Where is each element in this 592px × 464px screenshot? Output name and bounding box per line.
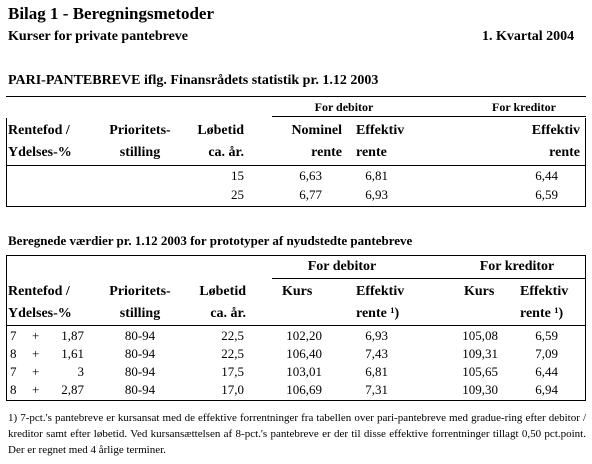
proto-left-border (6, 255, 7, 400)
proto-col-kurs-kreditor: Kurs (464, 284, 495, 299)
proto-col-prioritet: Prioritets- stilling (109, 284, 171, 321)
proto-group-debitor: For debitor (307, 259, 377, 274)
pari-eff-debitor-cell: 6,93 (365, 187, 388, 202)
proto-plus-cell: + (32, 346, 40, 361)
proto-prio-cell: 80-94 (124, 346, 156, 361)
proto-heading: Beregnede værdier pr. 1.12 2003 for prototyper af nyudstedte pantebreve (8, 233, 413, 248)
proto-ydelse-cell: 1,61 (61, 346, 84, 361)
proto-eff-debitor-cell: 7,31 (365, 382, 388, 397)
proto-col-rentefod: Rentefod / Ydelses-% (8, 284, 72, 321)
proto-col-eff-kreditor: Effektiv rente ¹) (520, 284, 569, 321)
pari-left-border (6, 118, 7, 206)
proto-bottom-rule (6, 400, 586, 401)
proto-prio-cell: 80-94 (124, 364, 156, 379)
proto-lobetid-cell: 17,0 (221, 382, 244, 397)
pari-group-rule (272, 116, 586, 117)
pari-col-rentefod: Rentefod / Ydelses-% (8, 123, 72, 160)
pari-bottom-rule (6, 206, 586, 207)
proto-group-kreditor: For kreditor (479, 259, 555, 274)
proto-rente-cell: 8 (10, 346, 17, 361)
proto-rente-cell: 8 (10, 382, 17, 397)
proto-eff-debitor-cell: 7,43 (365, 346, 388, 361)
proto-eff-kreditor-cell: 7,09 (535, 346, 558, 361)
pari-lobetid-cell: 15 (231, 168, 244, 183)
proto-ydelse-cell: 3 (77, 364, 84, 379)
proto-rente-cell: 7 (10, 364, 17, 379)
pari-eff-kreditor-cell: 6,59 (535, 187, 558, 202)
proto-eff-debitor-cell: 6,93 (365, 328, 388, 343)
proto-right-border (585, 255, 586, 400)
proto-plus-cell: + (32, 382, 40, 397)
quarter-label: 1. Kvartal 2004 (482, 29, 575, 44)
proto-lobetid-cell: 22,5 (221, 328, 244, 343)
proto-group-rule (272, 278, 586, 279)
pari-col-prioritet: Prioritets- stilling (109, 123, 171, 160)
proto-rente-cell: 7 (10, 328, 17, 343)
page-title: Bilag 1 - Beregningsmetoder (8, 4, 215, 23)
pari-heading: PARI-PANTEBREVE iflg. Finansrådets statistik pr. 1.12 2003 (8, 73, 379, 88)
proto-lobetid-cell: 22,5 (221, 346, 244, 361)
proto-col-lobetid: Løbetid ca. år. (199, 284, 246, 321)
proto-rule-top (6, 255, 586, 256)
proto-kurs-kreditor-cell: 109,31 (462, 346, 498, 361)
proto-eff-kreditor-cell: 6,94 (535, 382, 558, 397)
proto-kurs-kreditor-cell: 105,08 (462, 328, 498, 343)
proto-lobetid-cell: 17,5 (221, 364, 244, 379)
pari-col-lobetid: Løbetid ca. år. (197, 123, 244, 160)
pari-col-eff-kreditor: Effektiv rente (531, 123, 580, 160)
pari-right-border (585, 118, 586, 206)
pari-col-eff-debitor: Effektiv rente (356, 123, 405, 160)
proto-prio-cell: 80-94 (124, 328, 156, 343)
proto-kurs-kreditor-cell: 109,30 (462, 382, 498, 397)
proto-kurs-debitor-cell: 106,69 (286, 382, 322, 397)
pari-eff-debitor-cell: 6,81 (365, 168, 388, 183)
proto-kurs-debitor-cell: 103,01 (286, 364, 322, 379)
proto-ydelse-cell: 1,87 (61, 328, 84, 343)
proto-kurs-debitor-cell: 106,40 (286, 346, 322, 361)
proto-kurs-debitor-cell: 102,20 (286, 328, 322, 343)
proto-eff-debitor-cell: 6,81 (365, 364, 388, 379)
pari-group-debitor: For debitor (314, 100, 374, 114)
proto-col-eff-debitor: Effektiv rente ¹) (356, 284, 405, 321)
pari-lobetid-cell: 25 (231, 187, 244, 202)
footnote: 1) 7-pct.'s pantebreve er kursansat med de effektive forrentninger fra tabellen over pari-pantebreve med gradue-ring efter debitor / kreditor samt efter løbetid. Ved kursansættelsen af 8-pct.'s pantebreve er der til disse effektive forrentninger tillagt 0,50 pct.point. Der er regnet med 4 årlige terminer. (8, 412, 586, 456)
proto-plus-cell: + (32, 328, 40, 343)
pari-eff-kreditor-cell: 6,44 (535, 168, 558, 183)
page-subtitle: Kurser for private pantebreve (8, 29, 189, 44)
proto-plus-cell: + (32, 364, 40, 379)
proto-eff-kreditor-cell: 6,59 (535, 328, 558, 343)
pari-group-kreditor: For kreditor (492, 100, 556, 114)
pari-nominel-cell: 6,63 (299, 168, 322, 183)
proto-prio-cell: 80-94 (124, 382, 156, 397)
proto-col-kurs-debitor: Kurs (282, 284, 313, 299)
proto-kurs-kreditor-cell: 105,65 (462, 364, 498, 379)
pari-nominel-cell: 6,77 (299, 187, 322, 202)
pari-col-nominel: Nominel rente (291, 123, 342, 160)
pari-rule-top (6, 96, 586, 97)
proto-ydelse-cell: 2,87 (61, 382, 84, 397)
proto-eff-kreditor-cell: 6,44 (535, 364, 558, 379)
